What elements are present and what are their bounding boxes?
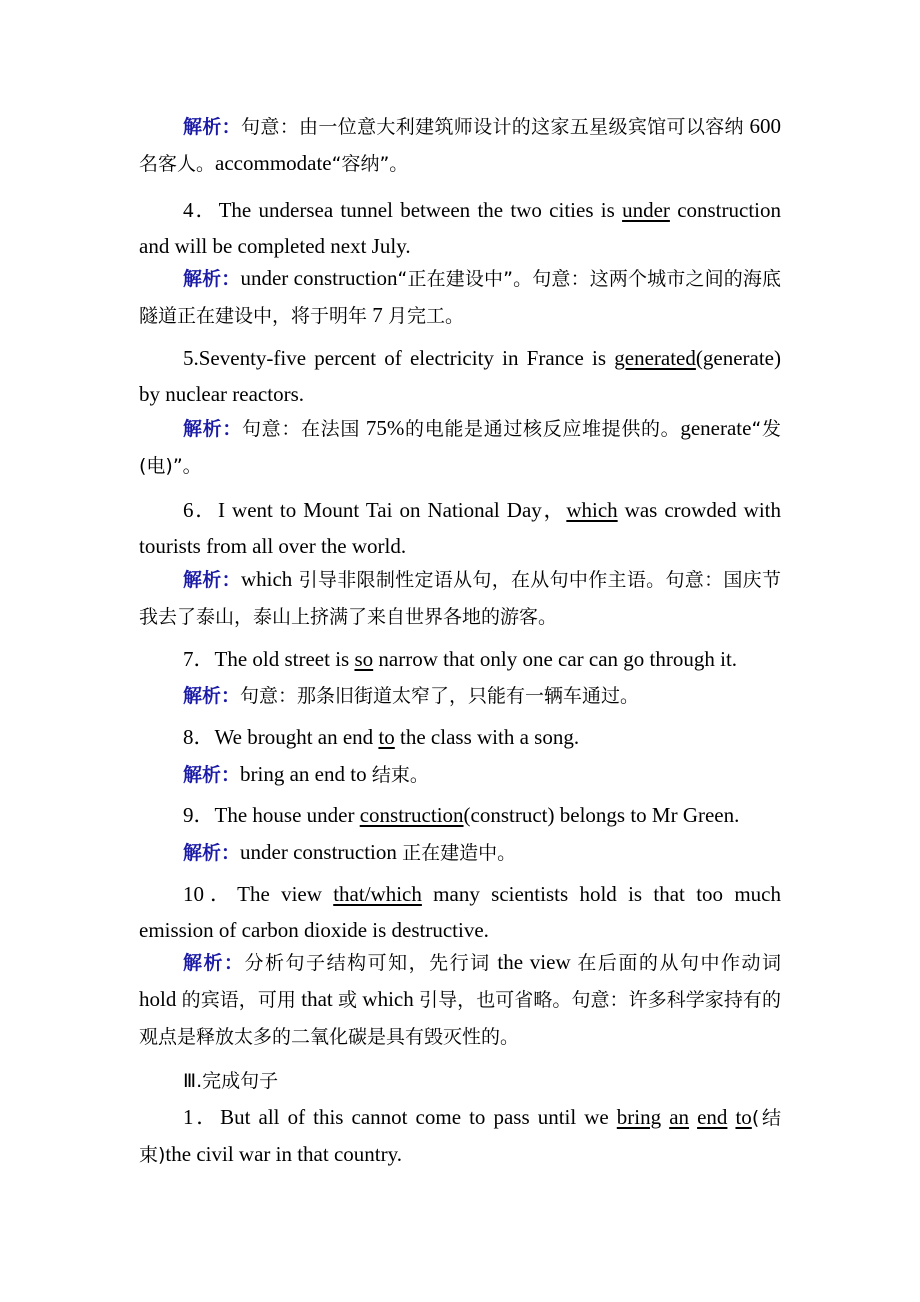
answer-blank: to [735,1105,752,1129]
answer-blank: an [669,1105,690,1129]
question-10: 10．The view that/which many scientists hold is that too much emission of carbon dioxide is destructive. [139,882,781,942]
question-number: 9． [183,803,215,827]
analysis-label: 解析： [183,268,241,290]
question-number: 10． [183,882,238,906]
question-9: 9．The house under construction(construct) belongs to Mr Green. [183,803,740,827]
question-5: 5.Seventy-five percent of electricity in France is generated(generate) by nuclear reactors. [139,346,781,406]
question-number: 4． [183,198,219,222]
answer-blank: end [697,1105,728,1129]
analysis-label: 解析： [183,842,241,864]
analysis-label: 解析： [183,569,241,591]
completion-1: 1．But all of this cannot come to pass until we bring an end to(结束)the civil war in that country. [139,1105,782,1166]
question-7: 7．The old street is so narrow that only one car can go through it. [183,647,738,671]
analysis-label: 解析： [183,685,241,707]
answer-blank: construction [359,803,464,827]
section-heading [139,1062,781,1099]
analysis-5: 解析：句意：在法国 75%的电能是通过核反应堆提供的。generate“发(电)”。 [139,416,781,477]
analysis-3: 解析：句意：由一位意大利建筑师设计的这家五星级宾馆可以容纳 600 名客人。accommodate“容纳”。 [139,114,781,175]
analysis-8: 解析：bring an end to 结束。 [183,762,429,786]
answer-blank: so [354,647,374,671]
question-number: 1． [183,1105,221,1129]
analysis-9: 解析：under construction 正在建造中。 [183,840,517,864]
question-8: 8．We brought an end to the class with a song. [183,725,580,749]
answer-blank: to [378,725,395,749]
analysis-label: 解析： [183,116,242,138]
analysis-4: 解析：under construction“正在建设中”。句意：这两个城市之间的海底隧道正在建设中，将于明年 7 月完工。 [139,266,781,327]
question-6: 6．I went to Mount Tai on National Day，which was crowded with tourists from all over the world. [139,498,782,558]
analysis-label: 解析： [183,418,242,440]
analysis-10: 解析：分析句子结构可知，先行词 the view 在后面的从句中作动词 hold 的宾语，可用 that 或 which 引导，也可省略。句意：许多科学家持有的观点是释放太多的二氧化碳是具有毁灭性的。 [139,950,781,1048]
question-number: 8． [183,725,215,749]
answer-blank: bring [616,1105,662,1129]
analysis-6: 解析：which 引导非限制性定语从句，在从句中作主语。句意：国庆节我去了泰山，泰山上挤满了来自世界各地的游客。 [139,567,781,628]
question-number: 5. [183,346,199,370]
analysis-7: 解析：句意：那条旧街道太窄了，只能有一辆车通过。 [183,685,640,707]
analysis-label: 解析： [183,952,245,974]
answer-blank: that/which [333,882,422,906]
question-number: 7． [183,647,215,671]
answer-blank: under [622,198,670,222]
question-number: 6． [183,498,219,522]
section-title: Ⅲ.完成句子 [183,1070,279,1092]
question-4: 4．The undersea tunnel between the two cities is under construction and will be completed next July. [139,198,782,258]
answer-blank: which [566,498,618,522]
analysis-label: 解析： [183,764,241,786]
answer-blank: generated [614,346,696,370]
